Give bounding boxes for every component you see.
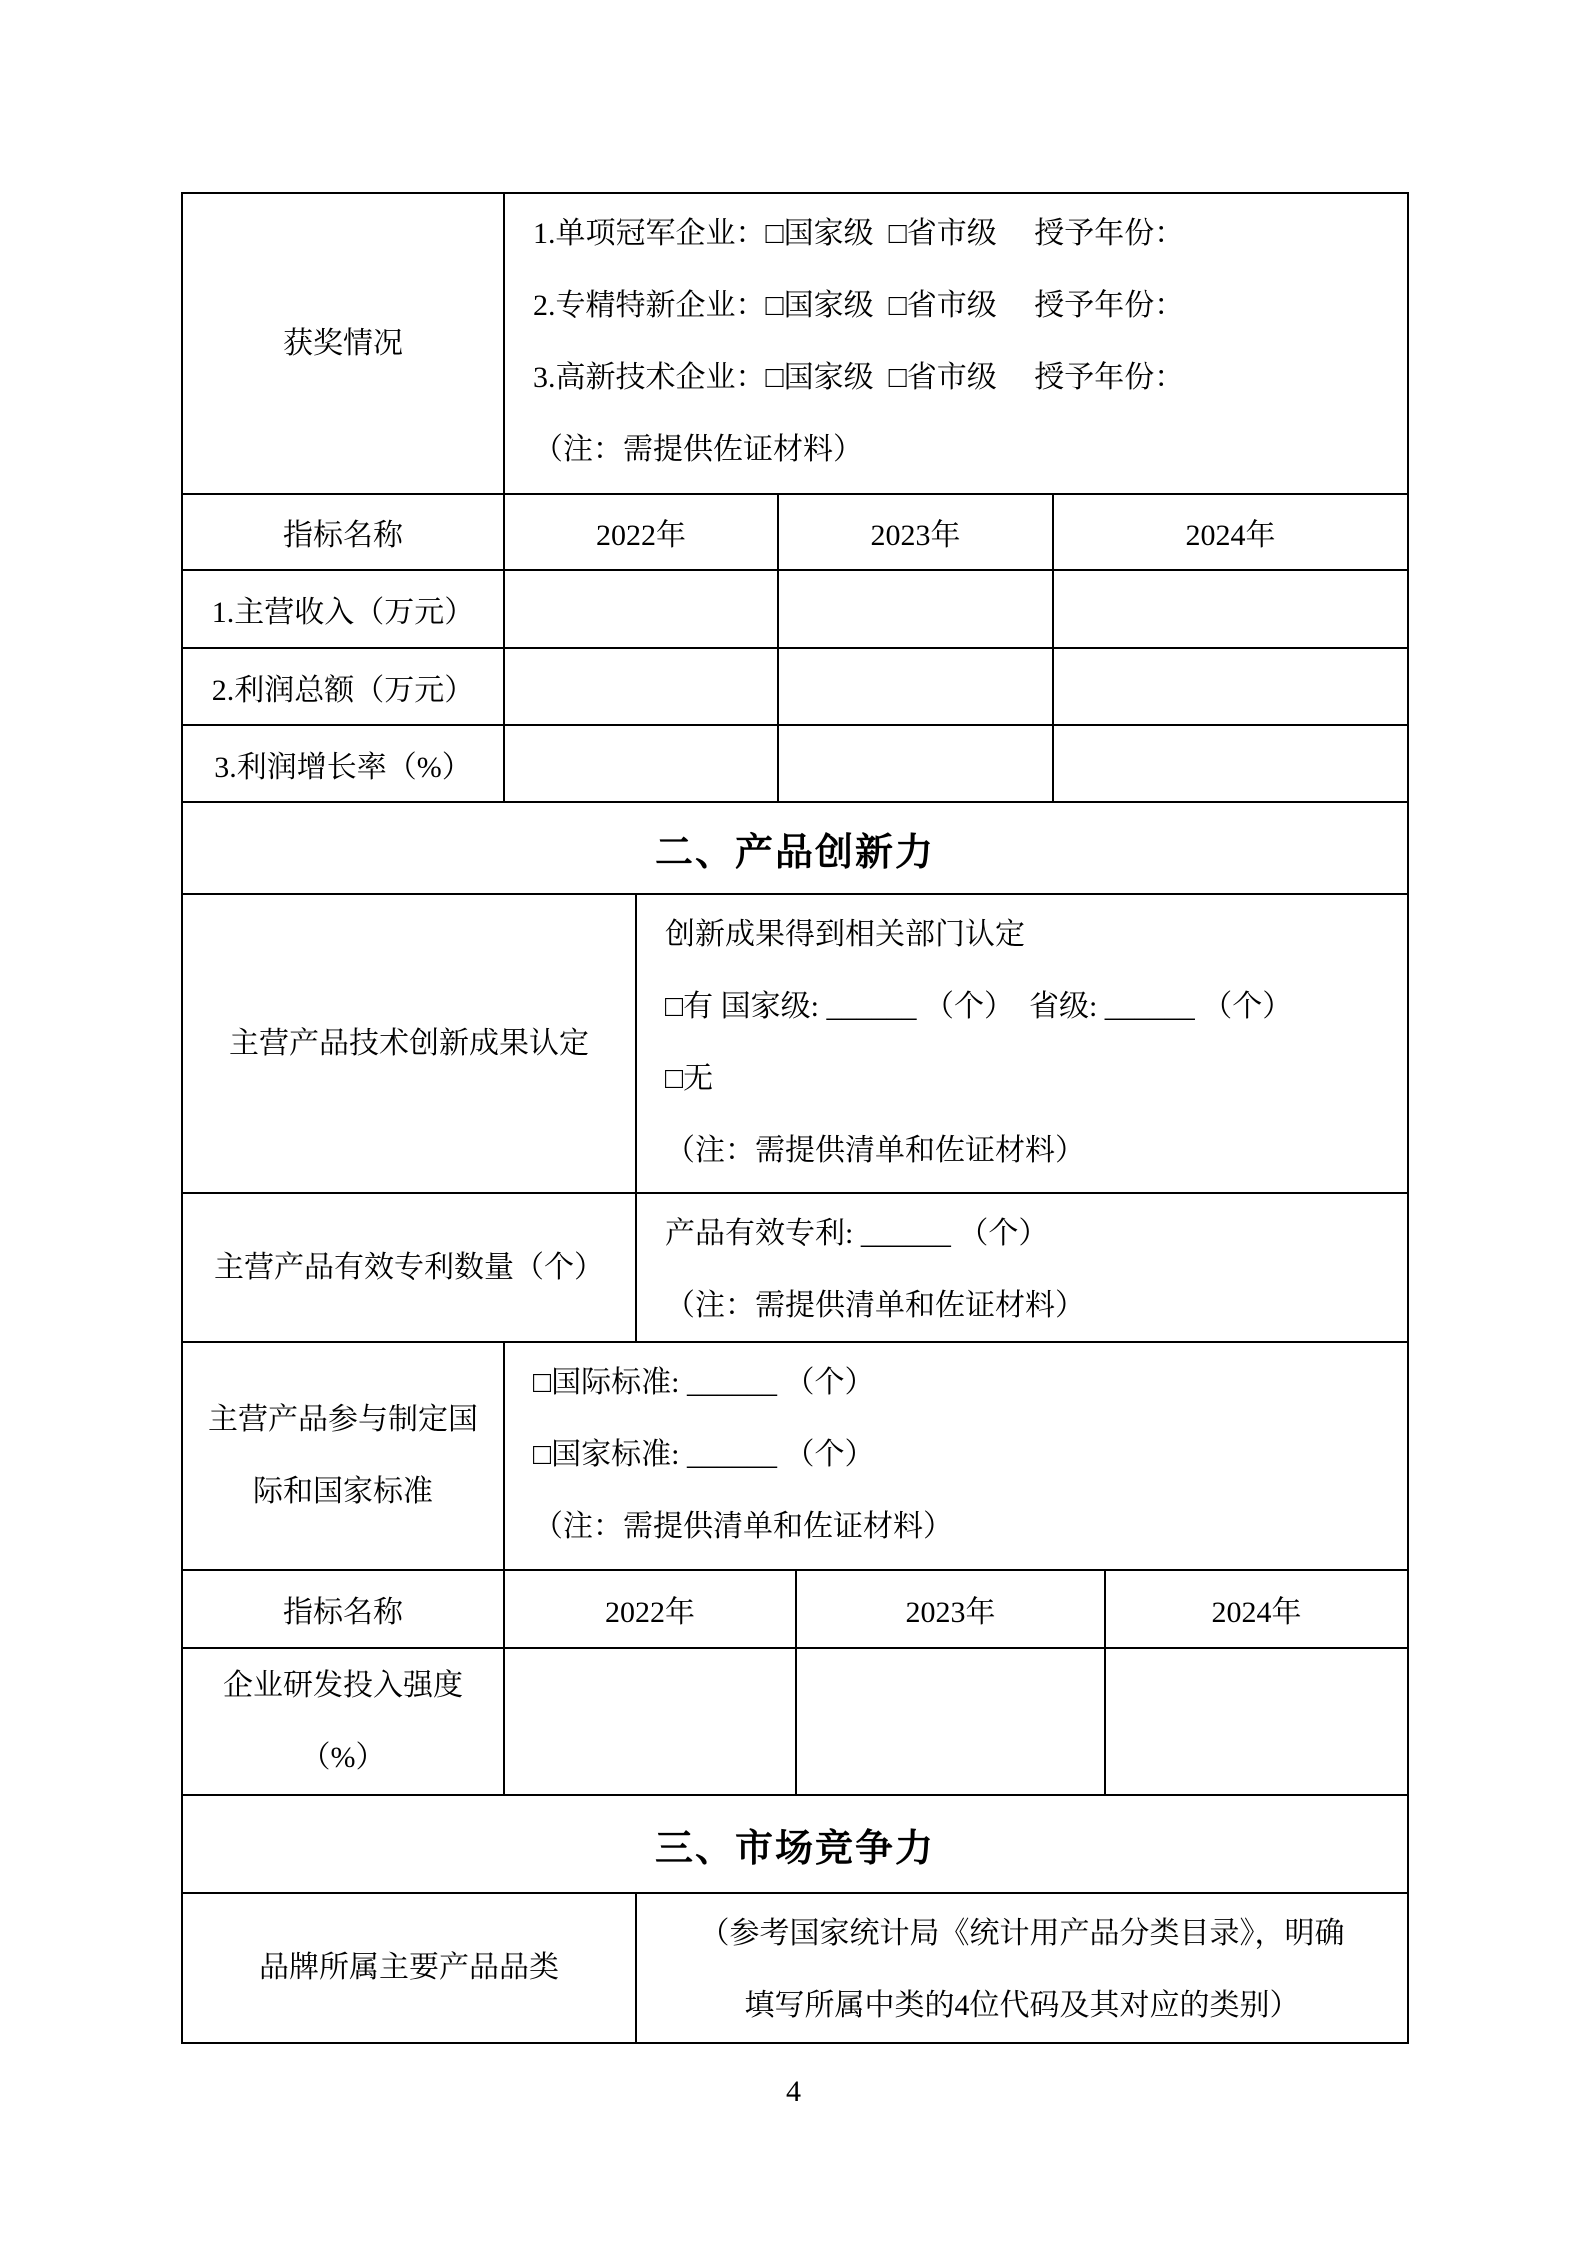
patents-label-cell <box>183 1194 635 1341</box>
page-number: 4 <box>786 2075 801 2108</box>
indicators2-header-2024: 2024年 <box>1211 1596 1302 1629</box>
row-section3-header <box>183 1796 1407 1894</box>
profit-growth-label-cell <box>183 726 503 801</box>
indicators2-header-2024-cell <box>1104 1571 1407 1647</box>
standards-label-line2: 际和国家标准 <box>253 1475 433 1508</box>
total-profit-2024-empty-cell <box>1052 649 1407 724</box>
indicators1-header-2023-cell <box>777 495 1052 569</box>
patents-note: （注：需提供清单和佐证材料） <box>665 1289 1085 1322</box>
profit-growth-2024-empty-cell <box>1052 726 1407 801</box>
rd-intensity-2023-empty-cell <box>795 1649 1104 1794</box>
row-section2-header <box>183 803 1407 895</box>
category-line-1: （参考国家统计局《统计用产品分类目录》，明确 <box>699 1917 1345 1950</box>
rd-intensity-label-line1: 企业研发投入强度 <box>223 1668 463 1702</box>
standards-label-cell <box>183 1343 503 1569</box>
indicators1-header-name: 指标名称 <box>283 519 403 552</box>
awards-label: 获奖情况 <box>283 326 403 360</box>
row-valid-patents <box>183 1194 1407 1343</box>
total-profit-2022-empty-cell <box>503 649 777 724</box>
indicators2-header-name-cell <box>183 1571 503 1647</box>
rd-intensity-2022-empty-cell <box>503 1649 795 1794</box>
rd-intensity-label-cell <box>183 1649 503 1794</box>
awards-line-champion: 1.单项冠军企业：□国家级 □省市级 授予年份： <box>533 217 1185 250</box>
profit-growth-2023-empty-cell <box>777 726 1052 801</box>
row-profit-growth <box>183 726 1407 803</box>
category-line-2: 填写所属中类的4位代码及其对应的类别） <box>744 1989 1300 2022</box>
indicators2-header-2022: 2022年 <box>605 1596 695 1629</box>
awards-line-specialized: 2.专精特新企业：□国家级 □省市级 授予年份： <box>533 289 1185 322</box>
standards-note: （注：需提供清单和佐证材料） <box>533 1510 953 1543</box>
main-revenue-label: 1.主营收入（万元） <box>211 596 475 629</box>
main-revenue-2023-empty-cell <box>777 571 1052 647</box>
category-content-cell <box>635 1894 1407 2042</box>
patents-label: 主营产品有效专利数量（个） <box>214 1250 604 1284</box>
indicators1-header-2023: 2023年 <box>870 519 961 552</box>
innovation-label: 主营产品技术创新成果认定 <box>229 1026 589 1060</box>
innovation-line-yes: □有 国家级: ______ （个） 省级: ______ （个） <box>665 990 1293 1023</box>
category-label-cell <box>183 1894 635 2042</box>
standards-line-national: □国家标准: ______ （个） <box>533 1438 875 1471</box>
innovation-note: （注：需提供清单和佐证材料） <box>665 1134 1085 1167</box>
row-main-revenue <box>183 571 1407 649</box>
row-total-profit <box>183 649 1407 726</box>
indicators2-header-2023-cell <box>795 1571 1104 1647</box>
indicators1-header-2024: 2024年 <box>1185 519 1276 552</box>
main-revenue-2024-empty-cell <box>1052 571 1407 647</box>
standards-label-line1: 主营产品参与制定国 <box>208 1403 478 1436</box>
awards-line-hightech: 3.高新技术企业：□国家级 □省市级 授予年份： <box>533 361 1185 394</box>
profit-growth-2022-empty-cell <box>503 726 777 801</box>
category-label: 品牌所属主要产品品类 <box>259 1951 559 1984</box>
indicators2-header-2022-cell <box>503 1571 795 1647</box>
row-indicators1-header <box>183 495 1407 571</box>
indicators1-header-name-cell <box>183 495 503 569</box>
innovation-line-intro: 创新成果得到相关部门认定 <box>665 918 1025 951</box>
profit-growth-label: 3.利润增长率（%） <box>214 750 472 784</box>
total-profit-label: 2.利润总额（万元） <box>211 673 475 707</box>
indicators2-header-2023: 2023年 <box>905 1596 996 1629</box>
indicators2-header-name: 指标名称 <box>283 1596 403 1629</box>
rd-intensity-label-line2: （%） <box>300 1740 386 1774</box>
indicators1-header-2022-cell <box>503 495 777 569</box>
indicators1-header-2022: 2022年 <box>596 519 686 552</box>
row-innovation-recognition <box>183 895 1407 1194</box>
row-awards <box>183 194 1407 495</box>
innovation-content-cell <box>635 895 1407 1192</box>
awards-note: （注：需提供佐证材料） <box>533 433 863 466</box>
row-rd-intensity <box>183 1649 1407 1796</box>
patents-content-cell <box>635 1194 1407 1341</box>
awards-label-cell <box>183 194 503 493</box>
patents-line-count: 产品有效专利: ______ （个） <box>665 1217 1049 1250</box>
standards-content-cell <box>503 1343 1407 1569</box>
total-profit-label-cell <box>183 649 503 724</box>
innovation-label-cell <box>183 895 635 1192</box>
main-revenue-label-cell <box>183 571 503 647</box>
evaluation-form-table <box>181 192 1409 2044</box>
total-profit-2023-empty-cell <box>777 649 1052 724</box>
section2-title: 二、产品创新力 <box>654 831 935 874</box>
section3-title: 三、市场竞争力 <box>654 1827 935 1870</box>
standards-line-international: □国际标准: ______ （个） <box>533 1366 875 1399</box>
row-product-category <box>183 1894 1407 2042</box>
row-standards <box>183 1343 1407 1571</box>
awards-content-cell <box>503 194 1407 493</box>
indicators1-header-2024-cell <box>1052 495 1407 569</box>
row-indicators2-header <box>183 1571 1407 1649</box>
rd-intensity-2024-empty-cell <box>1104 1649 1407 1794</box>
innovation-line-no: □无 <box>665 1062 714 1095</box>
main-revenue-2022-empty-cell <box>503 571 777 647</box>
